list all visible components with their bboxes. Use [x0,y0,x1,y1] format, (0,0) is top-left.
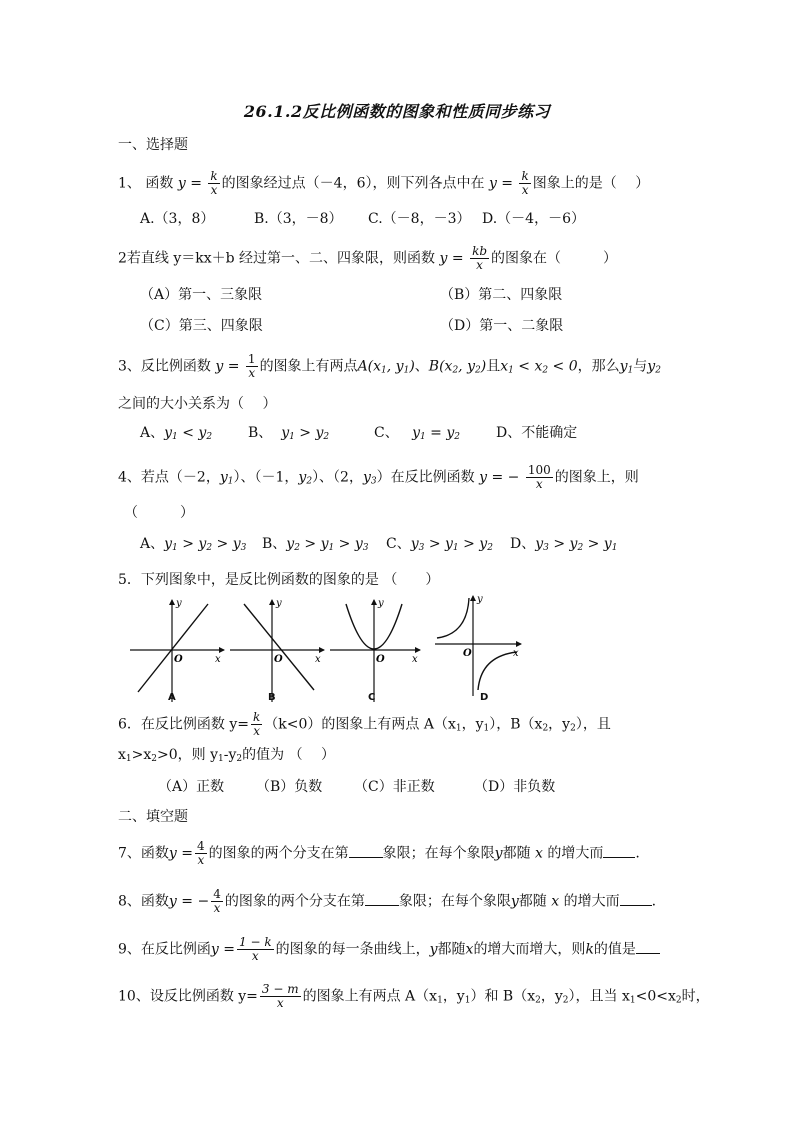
answer-blank[interactable] [636,939,660,954]
question-6-options [158,777,555,797]
question-4-options [140,534,617,558]
option-b: B、$y_2 > y_1 > y_3$ [262,536,369,553]
y-axis-label: y [276,598,282,609]
question-2: 2若直线 y＝kx＋b 经过第一、二、四象限，则函数 y = $\frac{kb}{x}$ 的图象在（ ） [118,244,618,272]
question-2-option-a: （A）第一、三象限 [140,287,263,303]
option-c: C、 $y_1 = y_2$ [374,425,461,442]
option-d: （D）非负数 [474,779,556,795]
y-axis-label: y [477,594,483,605]
graph-label-d: D [480,692,489,703]
x-axis-label: x [513,648,519,659]
graph-b [230,598,324,702]
graph-d [435,594,521,696]
option-c: C.（－8，－3） [368,211,471,227]
fraction-4-over-x: $\frac{4}{x}$ [213,887,221,915]
fraction-3-minus-m-over-x: $\frac{3 - m}{x}$ [261,982,299,1010]
option-d: D、$y_3 > y_2 > y_1$ [510,536,618,553]
origin-label: O [174,654,183,665]
fraction-k-over-x: $\frac{k}{x}$ [253,710,261,738]
question-3: 3、反比例函数 y = $\frac{1}{x}$ 的图象上有两点$A(x_1$, $y_1$)、$B(x_2$, $y_2$)且$x_1 < x_2 < 0$，那么$y_1$与$y_2$ [118,352,661,380]
section-heading-fill: 二、填空题 [118,809,188,825]
question-4: 4、若点（－2，$y_1$）、（－1，$y_2$）、（2，$y_3$）在反比例函数 y = − $\frac{100}{x}$ 的图象上，则 [118,463,639,491]
option-a: A、$y_1 > y_2 > y_3$ [140,536,247,553]
question-3-options [140,423,577,447]
option-a: （A）正数 [158,779,225,795]
page-title: 26.1.2反比例函数的图象和性质同步练习 [243,102,551,121]
line-graph [244,604,314,690]
fraction-4-over-x: $\frac{4}{x}$ [197,839,205,867]
fraction-100-over-x: $\frac{100}{x}$ [527,463,551,491]
question-4-line-2: （ ） [124,505,194,521]
option-b: B、 $y_1 > y_2$ [248,425,330,442]
graph-label-a: A [168,692,176,703]
question-2-option-b: （B）第二、四象限 [440,287,563,303]
answer-blank[interactable] [365,891,399,906]
question-8: 8、函数y = − $\frac{4}{x}$ 的图象的两个分支在第 象限；在每个象限y都随 x 的增大而 . [118,887,657,915]
option-a: A.（3，8） [140,211,215,227]
x-axis-label: x [412,654,418,665]
option-b: B.（3，－8） [254,211,343,227]
fraction-1-minus-k-over-x: $\frac{1 - k}{x}$ [239,935,272,963]
fraction-1-over-x: $\frac{1}{x}$ [247,352,256,380]
option-c: （C）非正数 [354,779,435,795]
option-d: D.（－4，－6） [482,211,585,227]
option-c: C、$y_3 > y_1 > y_2$ [386,536,493,553]
question-7: 7、函数y = $\frac{4}{x}$ 的图象的两个分支在第 象限；在每个象限y都随 x 的增大而 . [118,839,640,867]
origin-label: O [274,654,283,665]
question-1: 1、 函数 y = $\frac{k}{x}$ 的图象经过点（－4，6），则下列各点中在 y = $\frac{k}{x}$ 图象上的是（ ） [118,169,650,197]
origin-label: O [463,648,472,659]
option-a: A、$y_1 < y_2$ [140,425,213,442]
question-6-line-2: $x_1>x_2>0$，则 $y_1-y_2$的值为 （ ） [118,747,336,764]
question-5: 5．下列图象中，是反比例函数的图象的是 （ ） [118,572,440,588]
line-graph [138,604,208,692]
x-axis-label: x [315,654,321,665]
question-9: 9、在反比例函y = $\frac{1 - k}{x}$ 的图象的每一条曲线上，y都随x的增大而增大，则k的值是 [118,936,660,963]
hyperbola-branch-lower-right [478,652,517,690]
question-6: 6．在反比例函数 y= $\frac{k}{x}$ （k<0）的图象上有两点 $A(x_1$，$y_1$），$B(x_2$，$y_2$），且 [118,710,611,738]
answer-blank[interactable] [620,891,652,906]
answer-blank[interactable] [603,843,635,858]
x-axis-label: x [215,654,221,665]
graph-label-b: B [268,692,276,703]
y-axis-label: y [378,598,384,609]
graph-a [130,598,224,702]
question-10: 10、设反比例函数 y= $\frac{3 - m}{x}$ 的图象上有两点 $A(x_1$，$y_1$）和 $B(x_2$，$y_2$），且当 $x_1<0<x_2$时， [118,982,710,1010]
fraction-kb-over-x: $\frac{kb}{x}$ [472,244,488,272]
question-2-option-d: （D）第一、二象限 [440,318,564,334]
question-2-option-c: （C）第三、四象限 [140,318,263,334]
graph-row-svg [128,594,528,706]
graph-c [330,598,420,702]
option-d: D、不能确定 [496,425,578,441]
option-b: （B）负数 [256,779,323,795]
hyperbola-branch-upper-left [437,598,469,638]
fraction-k-over-x: $\frac{k}{x}$ [210,169,218,197]
graph-label-c: C [368,692,376,703]
y-axis-label: y [176,598,182,609]
origin-label: O [376,654,385,665]
fraction-k-over-x: $\frac{k}{x}$ [521,169,529,197]
question-1-options [140,209,585,229]
answer-blank[interactable] [349,843,383,858]
question-3-line-2: 之间的大小关系为（ ） [118,396,277,412]
section-heading-choice: 一、选择题 [118,137,188,153]
